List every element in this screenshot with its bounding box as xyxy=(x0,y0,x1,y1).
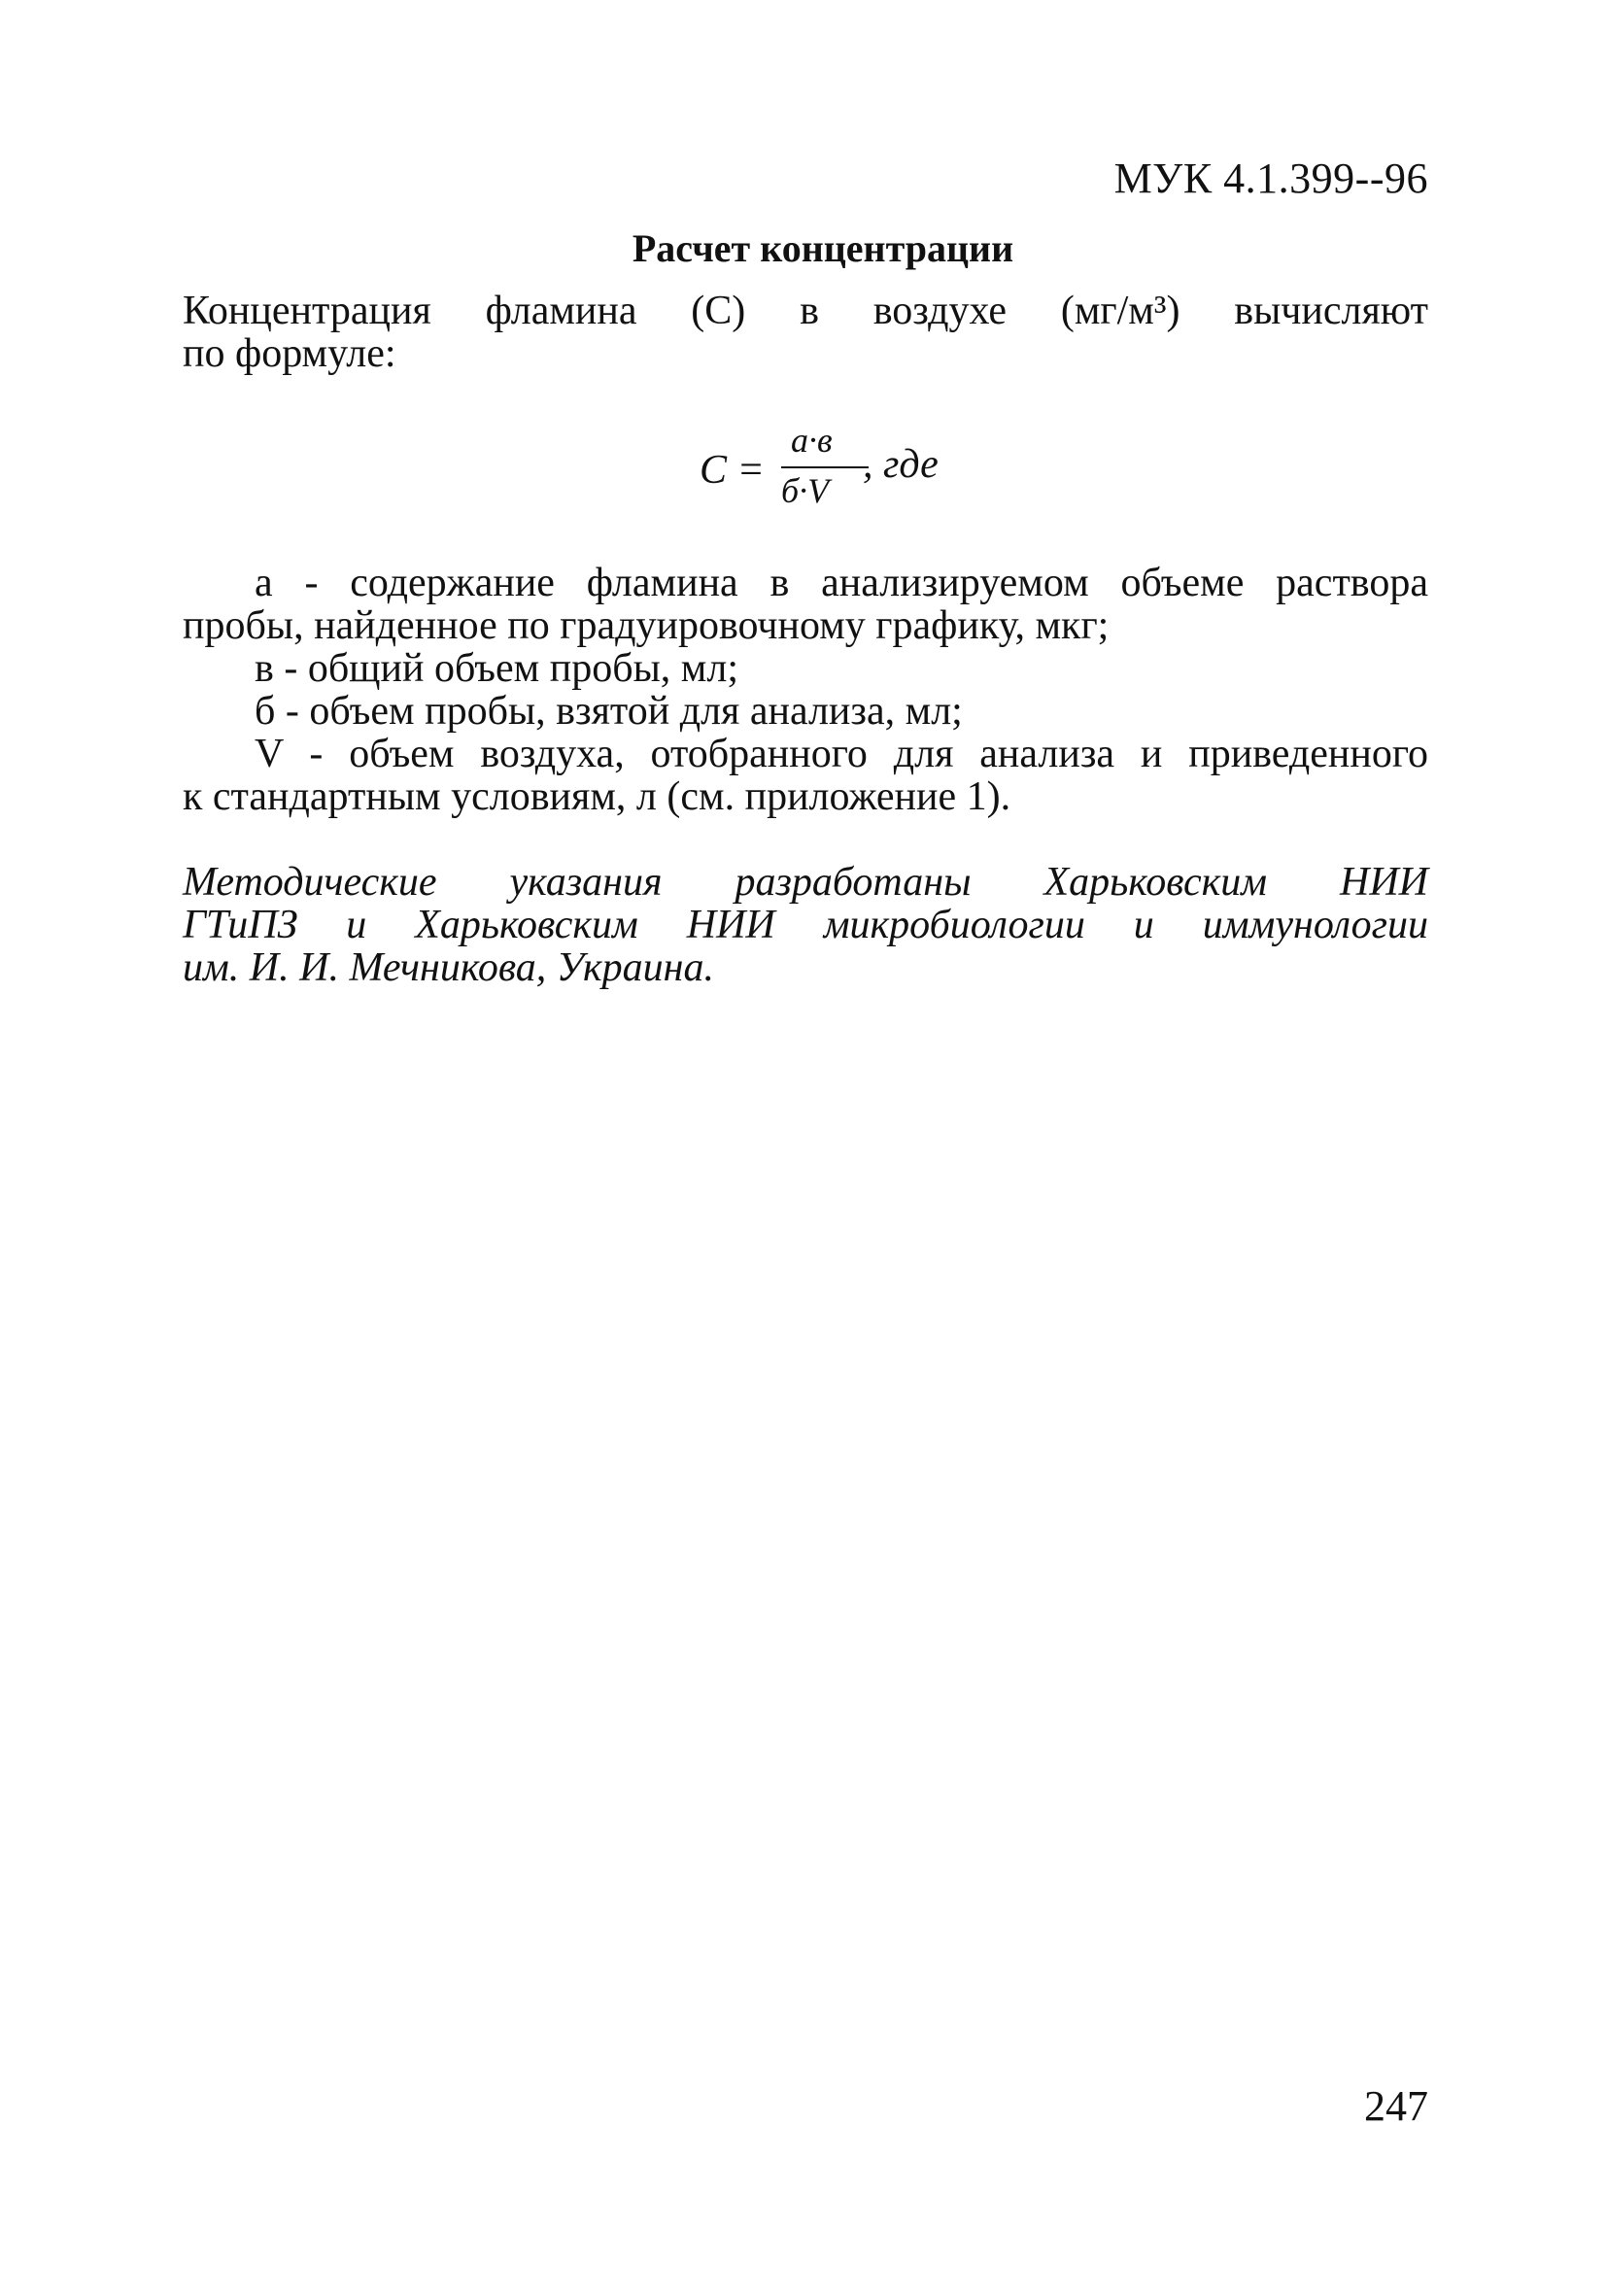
definition-v-line: в - общий объем пробы, мл; xyxy=(255,646,739,691)
document-code: МУК 4.1.399--96 xyxy=(1113,154,1428,202)
concentration-formula xyxy=(700,420,991,527)
formula-denominator: б·V xyxy=(781,471,830,510)
formula-lhs: C = xyxy=(700,448,765,493)
definition-b-line: б - объем пробы, взятой для анализа, мл; xyxy=(255,689,963,734)
formula-tail: , где xyxy=(863,442,939,487)
definition-a-line-2: пробы, найденное по градуировочному графику, мкг; xyxy=(183,603,1110,648)
fraction-bar xyxy=(781,466,869,468)
footnote-line-3: им. И. И. Мечникова, Украина. xyxy=(183,945,715,990)
page-number: 247 xyxy=(1364,2082,1428,2130)
intro-line-1: Концентрация фламина (C) в воздухе (мг/м³) вычисляют xyxy=(183,289,1428,333)
definition-volume-line-2: к стандартным условиям, л (см. приложение 1). xyxy=(183,774,1011,819)
footnote-line-1: Методические указания разработаны Харьковским НИИ xyxy=(183,860,1428,905)
formula-numerator: а·в xyxy=(791,421,833,460)
definition-a-line-1: а - содержание фламина в анализируемом объеме раствора xyxy=(255,561,1428,605)
definition-volume-line-1: V - объем воздуха, отобранного для анализа и приведенного xyxy=(255,732,1428,776)
section-title: Расчет концентрации xyxy=(632,226,1014,270)
footnote-line-2: ГТиПЗ и Харьковским НИИ микробиологии и иммунологии xyxy=(183,903,1428,947)
intro-line-2: по формуле: xyxy=(183,331,396,376)
